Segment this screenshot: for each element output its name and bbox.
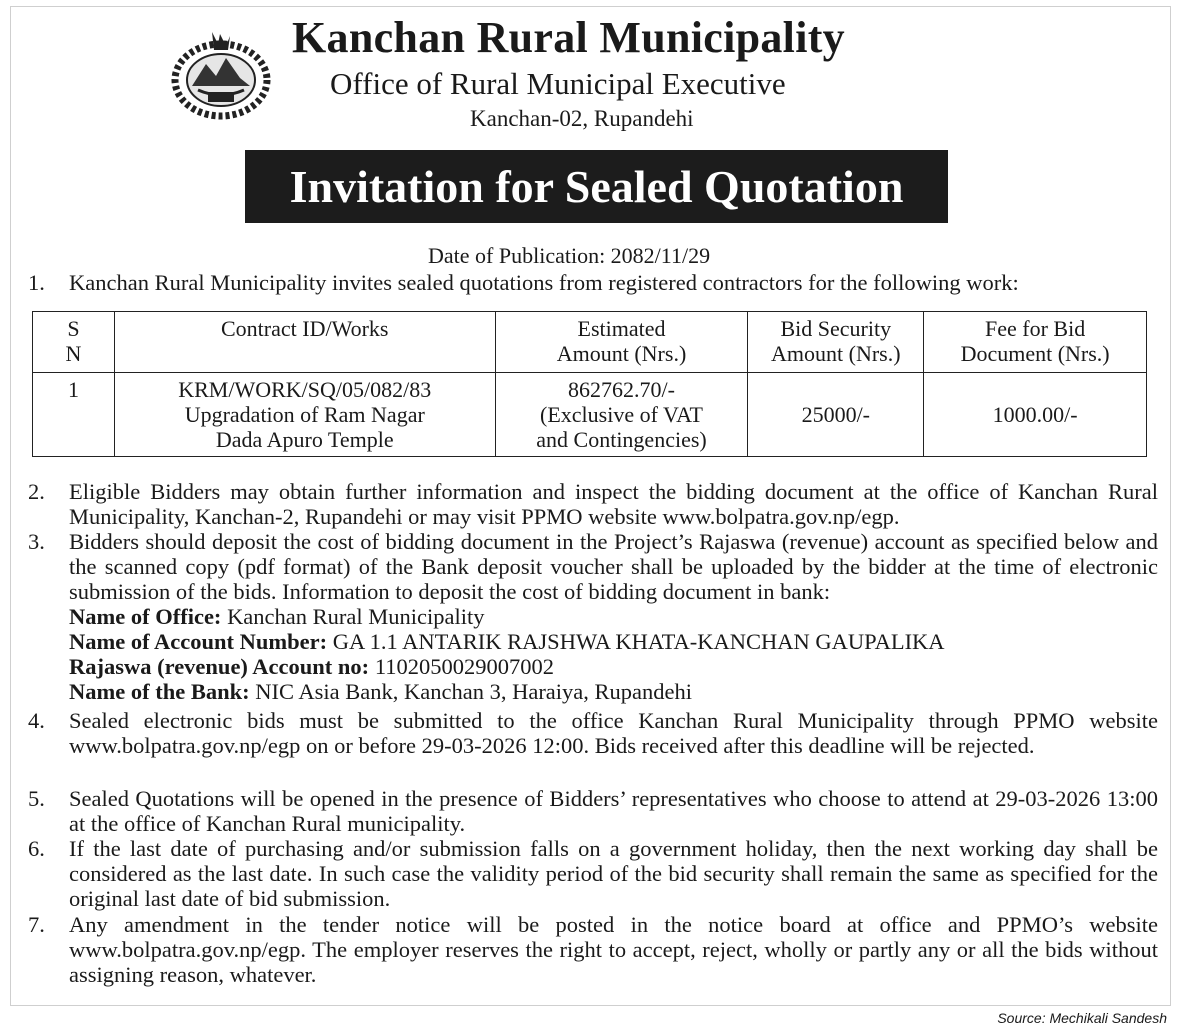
item-text: Sealed Quotations will be opened in the presence of Bidders’ representatives who choose to attend at 29-03-2026 13:00 at the office of Kanchan Rural municipality. xyxy=(69,786,1158,836)
organization-name: Kanchan Rural Municipality xyxy=(292,13,845,62)
fee-cell: 1000.00/- xyxy=(924,373,1147,457)
item-number: 7. xyxy=(28,912,45,937)
list-item xyxy=(28,529,1158,704)
item-number: 2. xyxy=(28,479,45,504)
item-number: 4. xyxy=(28,708,45,733)
column-header: Contract ID/Works xyxy=(114,312,495,373)
table-row xyxy=(33,373,1147,457)
column-header: Fee for Bid Document (Nrs.) xyxy=(924,312,1147,373)
bank-info xyxy=(69,604,1158,704)
item-text: Eligible Bidders may obtain further information and inspect the bidding document at the office of Kanchan Rural Municipality, Kanchan-2, Rupandehi or may visit PPMO website www.bolpatra.gov.np/egp. xyxy=(69,479,1158,529)
list-item xyxy=(28,836,1158,911)
list-item xyxy=(28,479,1158,529)
bank-info-row: Name of Office: Kanchan Rural Municipality xyxy=(69,604,485,629)
sn-cell: 1 xyxy=(33,373,115,457)
list-item xyxy=(28,270,1158,295)
item-number: 3. xyxy=(28,529,45,554)
item-number: 6. xyxy=(28,836,45,861)
bid-security-cell: 25000/- xyxy=(748,373,924,457)
item-number: 1. xyxy=(28,270,45,295)
item-text: Bidders should deposit the cost of bidding document in the Project’s Rajaswa (revenue) account as specified below and the scanned copy (pdf format) of the Bank deposit voucher shall be uploaded by the bidder at the time of electronic submission of the bids. Information to deposit the cost of bidding document in bank: xyxy=(69,529,1158,604)
column-header: Estimated Amount (Nrs.) xyxy=(495,312,748,373)
list-item xyxy=(28,912,1158,987)
government-emblem-icon xyxy=(168,30,274,120)
publication-date: Date of Publication: 2082/11/29 xyxy=(428,243,711,268)
notice-title: Invitation for Sealed Quotation xyxy=(289,161,904,212)
office-name: Office of Rural Municipal Executive xyxy=(330,66,786,101)
list-item xyxy=(28,708,1158,758)
office-address: Kanchan-02, Rupandehi xyxy=(470,106,694,131)
bank-info-row: Rajaswa (revenue) Account no: 1102050029007002 xyxy=(69,654,554,679)
work-cell: KRM/WORK/SQ/05/082/83 Upgradation of Ram Nagar Dada Apuro Temple xyxy=(114,373,495,457)
table-header-row xyxy=(33,312,1147,373)
column-header: S N xyxy=(33,312,115,373)
bank-info-row: Name of the Bank: NIC Asia Bank, Kanchan 3, Haraiya, Rupandehi xyxy=(69,679,693,704)
amount-cell: 862762.70/- (Exclusive of VAT and Contingencies) xyxy=(495,373,748,457)
item-text: Kanchan Rural Municipality invites sealed quotations from registered contractors for the following work: xyxy=(69,270,1019,295)
bank-info-row: Name of Account Number: GA 1.1 ANTARIK RAJSHWA KHATA-KANCHAN GAUPALIKA xyxy=(69,629,945,654)
notice-title-banner xyxy=(245,150,948,223)
item-text: Sealed electronic bids must be submitted to the office Kanchan Rural Municipality through PPMO website www.bolpatra.gov.np/egp on or before 29-03-2026 12:00. Bids received after this deadline will be rejected. xyxy=(69,708,1158,758)
item-text: If the last date of purchasing and/or submission falls on a government holiday, then the next working day shall be considered as the last date. In such case the validity period of the bid security shall remain the same as specified for the original last date of bid submission. xyxy=(69,836,1158,911)
item-text: Any amendment in the tender notice will be posted in the notice board at office and PPMO’s website www.bolpatra.gov.np/egp. The employer reserves the right to accept, reject, wholly or partly any or all the bids without assigning reason, whatever. xyxy=(69,912,1158,987)
item-number: 5. xyxy=(28,786,45,811)
works-table xyxy=(32,311,1147,457)
column-header: Bid Security Amount (Nrs.) xyxy=(748,312,924,373)
source-credit: Source: Mechikali Sandesh xyxy=(997,1010,1167,1026)
list-item xyxy=(28,786,1158,836)
